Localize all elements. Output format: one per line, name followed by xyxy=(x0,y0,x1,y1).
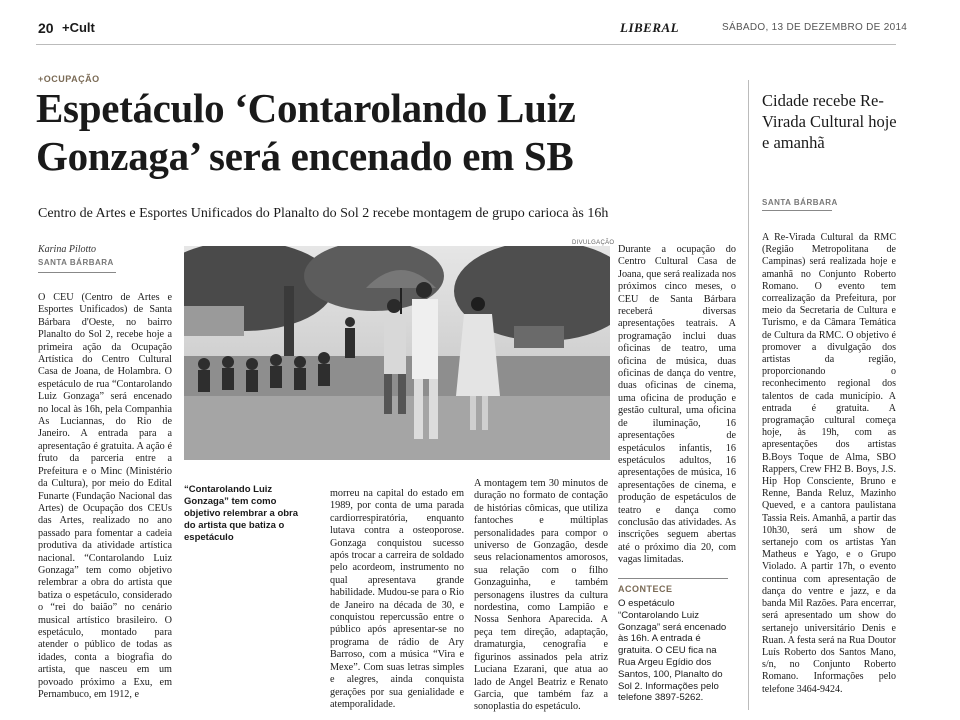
page-number: 20 xyxy=(38,20,54,36)
sidebar-body: A Re-Virada Cultural da RMC (Região Metropolitana de Campinas) será realizada hoje e amanhã no Conjunto Roberto Romano. O evento tem correalização da Prefeitura, por meio da Secretaria de Cultura e Turismo, e da Câmara Temática de Cultura da RMC. O objetivo é promover a divulgação dos artistas da região, proporcionando o reconhecimento regional dos talentos de cada município. A entrada é gratuita. A programação cultural começa hoje, às 19h, com as apresentações dos artistas B.Boys Toque de Alma, SBO Rappers, Crew FH2 B. Boys, J.S. Hip Hop Consciente, Bruno e Renne, Banda Reluz, Mazinho Queved, e a cantora paulistana Tassia Reis. Amanhã, a partir das 10h30, será um show de sertanejo com os artistas Yan Matheus e Yago, e o Grupo Violado. A partir 17h, o evento continua com apresentação de dança do ventre e jazz, e da banda Mil Razões. Para encerrar, será apresentado um show do sertanejo universitário Denis e Ruan. A festa será na Rua Doutor Luís Roberto dos Santos Mano, s/n, no Conjunto Roberto Romano. Informações pelo telefone 3464-9424. xyxy=(762,232,896,695)
article-byline: Karina Pilotto xyxy=(38,244,97,255)
article-photo xyxy=(184,246,610,460)
header-divider xyxy=(36,44,896,45)
issue-date: SÁBADO, 13 DE DEZEMBRO DE 2014 xyxy=(722,22,908,33)
article-deck: Centro de Artes e Esportes Unificados do Planalto do Sol 2 recebe montagem de grupo carioca às 16h xyxy=(38,206,609,221)
section-label: +Cult xyxy=(62,20,95,35)
newspaper-name: LIBERAL xyxy=(620,20,680,35)
sidebar-divider xyxy=(748,80,749,710)
article-kicker: +OCUPAÇÃO xyxy=(38,74,100,84)
article-column-1: O CEU (Centro de Artes e Esportes Unificados) de Santa Bárbara d'Oeste, no bairro Planalto do Sol 2, recebe hoje a primeira ação da Ocupação Artística do Centro Cultural Casa de Joana, de Holambra. O espetáculo de rua “Contarolando Luiz Gonzaga” será encenado no local às 16h, pela Companhia As Luciannas, do Rio de Janeiro. A entrada para a apresentação é gratuita. A ação é fruto da parceria entre a Prefeitura e o Minc (Ministério da Cultura), por meio do Edital Funarte (Fundação Nacional das Artes) de Ocupação dos CEUs das Artes, realizado no ano passado para fomentar a cadeia produtiva da atividade artística nacional. “Contarolando Luiz Gonzaga” tem como objetivo relembrar a obra do artista que batiza o espetáculo, considerado o “rei do baião” no cenário musical artístico brasileiro. O espetáculo, montado para atender o público de todas as idades, conta a biografia do artista, que nasceu em um povoado próximo a Exu, em Pernambuco, em 1912, e xyxy=(38,292,172,700)
info-box-divider xyxy=(618,578,728,579)
photo-image xyxy=(184,246,610,460)
article-place: SANTA BÁRBARA xyxy=(38,258,114,267)
info-box-title: ACONTECE xyxy=(618,584,673,594)
article-column-2: morreu na capital do estado em 1989, por conta de uma parada cardiorrespiratória, enquanto lutava contra a osteoporose. Gonzaga conquistou sucesso após trocar a carreira de soldado pelo acordeom, instrumento no qual apresentava grande habilidade. Mudou-se para o Rio de Janeiro na década de 30, e conquistou repercussão entre o público após apresentar-se no programa de rádio de Ary Barroso, com a música “Vira e Mexe”. Com suas letras simples e alegres, ainda conquista gerações por sua genialidade e atemporalidade. xyxy=(330,488,464,710)
article-headline: Espetáculo ‘Contarolando Luiz Gonzaga’ será encenado em SB xyxy=(36,85,576,179)
photo-credit: DIVULGAÇÃO xyxy=(572,240,615,246)
sidebar-headline: Cidade recebe Re-Virada Cultural hoje e amanhã xyxy=(762,91,897,152)
sidebar-place-divider xyxy=(762,210,832,211)
sidebar-place: SANTA BÁRBARA xyxy=(762,198,838,207)
article-column-3: A montagem tem 30 minutos de duração no formato de contação de histórias cômicas, que utiliza fantoches e múltiplas personalidades para compor o universo de Gonzagão, desde seus relacionamentos amorosos, sua relação com o filho Gonzaguinha, e também personagens ilustres da cultura nordestina, como Lampião e Nossa Senhora Aparecida. A peça tem direção, adaptação, dramaturgia, cenografia e figurinos assinados pela atriz Luciana Ezarani, que atua ao lado de Angel Beatriz e Renato Garcia, que também faz a sonoplastia do espetáculo. xyxy=(474,478,608,713)
info-box-text: O espetáculo “Contarolando Luiz Gonzaga” será encenado às 16h. A entrada é gratuita. O CEU fica na Rua Argeu Egídio dos Santos, 100, Planalto do Sol 2. Informações pelo telefone 3897-5262. xyxy=(618,598,727,704)
article-column-4: Durante a ocupação do Centro Cultural Casa de Joana, que será realizada nos próximos cinco meses, o CEU de Santa Bárbara receberá diversas apresentações teatrais. A programação inclui duas oficinas de teatro, uma oficina de música, duas oficinas de dança do ventre, duas oficinas de cinema, uma oficina de produção e gestão cultural, uma oficina de iluminação, 16 apresentações de espetáculos infantis, 16 espetáculos adultos, 16 apresentações de música, 16 apresentações de cinema, e produção de espetáculos de teatro e dança como conclusão das atividades. As inscrições seguem abertas até o próximo dia 20, com vagas limitadas. xyxy=(618,244,736,566)
photo-caption: “Contarolando Luiz Gonzaga” tem como objetivo relembrar a obra do artista que batiza o espetáculo xyxy=(184,484,299,543)
place-divider xyxy=(38,272,116,273)
